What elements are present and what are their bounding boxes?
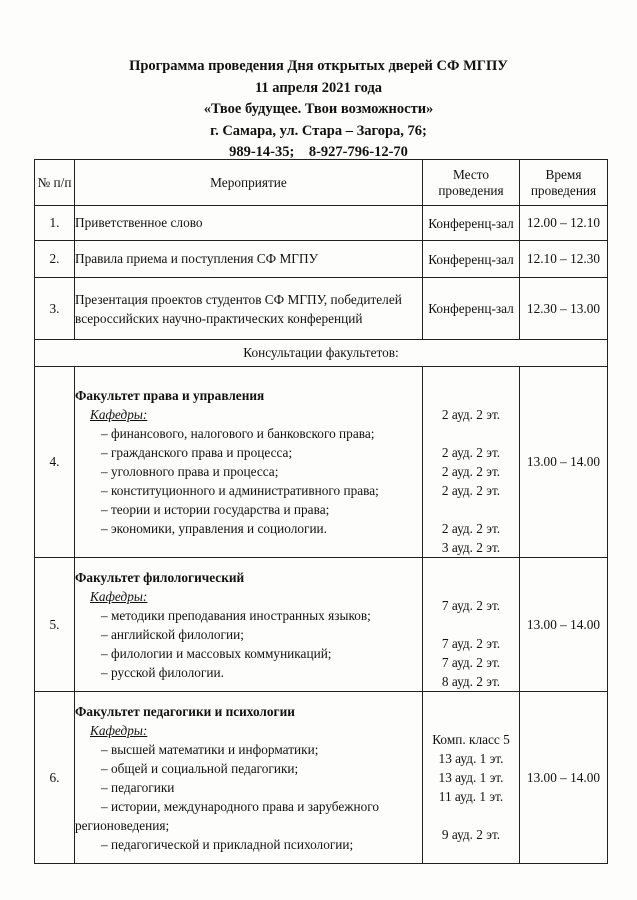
kafedry-label: Кафедры:	[90, 407, 148, 422]
faculty-places	[423, 558, 520, 692]
department-item: – английской филологии;	[101, 626, 244, 642]
department-item: – педагогической и прикладной психологии;	[101, 836, 354, 852]
department-item: – истории, международного права и зарубежного регионоведения;	[75, 798, 380, 833]
faculty-title: Факультет права и управления	[75, 388, 265, 403]
department-place: 7 ауд. 2 эт.	[441, 636, 501, 651]
faculty-time: 13.00 – 14.00	[520, 558, 608, 692]
department-place: 13 ауд. 1 эт.	[438, 770, 504, 785]
row-number: 2.	[35, 241, 75, 278]
event-place: Конференц-зал	[423, 241, 520, 278]
title-line: Программа проведения Дня открытых дверей СФ МГПУ	[129, 58, 508, 74]
phone-1: 989-14-35;	[229, 144, 295, 160]
faculty-block	[75, 692, 423, 864]
row-number: 5.	[35, 558, 75, 692]
row-number: 3.	[35, 278, 75, 340]
faculty-row	[35, 692, 608, 864]
kafedry-label: Кафедры:	[90, 588, 148, 604]
department-item: – педагогики	[101, 779, 175, 795]
table-header-row	[35, 160, 608, 206]
department-place: 3 ауд. 2 эт.	[441, 540, 501, 555]
faculty-title: Факультет педагогики и психологии	[75, 703, 295, 719]
col-header-place: Место проведения	[423, 160, 520, 206]
event-name: Приветственное слово	[75, 206, 423, 241]
department-item: – гражданского права и процесса;	[101, 445, 293, 460]
row-number: 6.	[35, 692, 75, 864]
col-header-event: Мероприятие	[75, 160, 423, 206]
department-place: 2 ауд. 2 эт.	[441, 464, 501, 479]
department-place: 11 ауд. 1 эт.	[438, 789, 504, 804]
department-item: – уголовного права и процесса;	[101, 464, 279, 479]
event-name: Презентация проектов студентов СФ МГПУ, победителей всероссийских научно-практических конференций	[75, 278, 423, 340]
event-time: 12.00 – 12.10	[520, 206, 608, 241]
department-place: 2 ауд. 2 эт.	[441, 521, 501, 536]
section-row	[35, 340, 608, 367]
table-row	[35, 241, 608, 278]
faculty-row	[35, 367, 608, 558]
section-title: Консультации факультетов:	[35, 340, 608, 367]
event-name: Правила приема и поступления СФ МГПУ	[75, 241, 423, 278]
kafedry-label: Кафедры:	[90, 722, 148, 738]
event-place: Конференц-зал	[423, 278, 520, 340]
department-place: 9 ауд. 2 эт.	[441, 827, 501, 842]
program-table	[34, 159, 608, 864]
event-place: Конференц-зал	[423, 206, 520, 241]
event-time: 12.10 – 12.30	[520, 241, 608, 278]
department-place: 2 ауд. 2 эт.	[441, 407, 501, 422]
col-header-time: Время проведения	[520, 160, 608, 206]
department-place: 2 ауд. 2 эт.	[441, 445, 501, 460]
department-place: 13 ауд. 1 эт.	[438, 751, 504, 766]
department-item: – общей и социальной педагогики;	[101, 760, 299, 776]
department-item: – филологии и массовых коммуникаций;	[101, 645, 332, 661]
document-header	[0, 56, 637, 164]
col-header-num: № п/п	[35, 160, 75, 206]
department-item: – теории и истории государства и права;	[101, 502, 330, 517]
row-number: 1.	[35, 206, 75, 241]
department-item: – методики преподавания иностранных языков;	[101, 607, 371, 623]
faculty-block	[75, 558, 423, 692]
row-number: 4.	[35, 367, 75, 558]
faculty-places	[423, 367, 520, 558]
department-place: 7 ауд. 2 эт.	[441, 655, 501, 670]
phone-2: 8-927-796-12-70	[308, 144, 408, 160]
date-line: 11 апреля 2021 года	[254, 79, 383, 96]
table-row	[35, 206, 608, 241]
department-item: – высшей математики и информатики;	[101, 741, 319, 757]
department-item: – экономики, управления и социологии.	[101, 521, 327, 536]
event-time: 12.30 – 13.00	[520, 278, 608, 340]
department-place: 2 ауд. 2 эт.	[441, 483, 501, 498]
department-place: 8 ауд. 2 эт.	[441, 674, 501, 689]
department-place: 7 ауд. 2 эт.	[441, 598, 501, 613]
faculty-block	[75, 367, 423, 558]
table-row	[35, 278, 608, 340]
faculty-places	[423, 692, 520, 864]
faculty-row	[35, 558, 608, 692]
address-line: г. Самара, ул. Стара – Загора, 76;	[210, 122, 427, 139]
department-item: – конституционного и административного права;	[101, 483, 379, 498]
slogan-line: «Твое будущее. Твои возможности»	[203, 101, 434, 117]
department-item: – финансового, налогового и банковского права;	[101, 426, 375, 441]
faculty-time: 13.00 – 14.00	[520, 692, 608, 864]
department-place: Комп. класс 5	[432, 732, 510, 747]
department-item: – русской филологии.	[101, 664, 224, 680]
faculty-title: Факультет филологический	[75, 569, 245, 585]
faculty-time: 13.00 – 14.00	[520, 367, 608, 558]
